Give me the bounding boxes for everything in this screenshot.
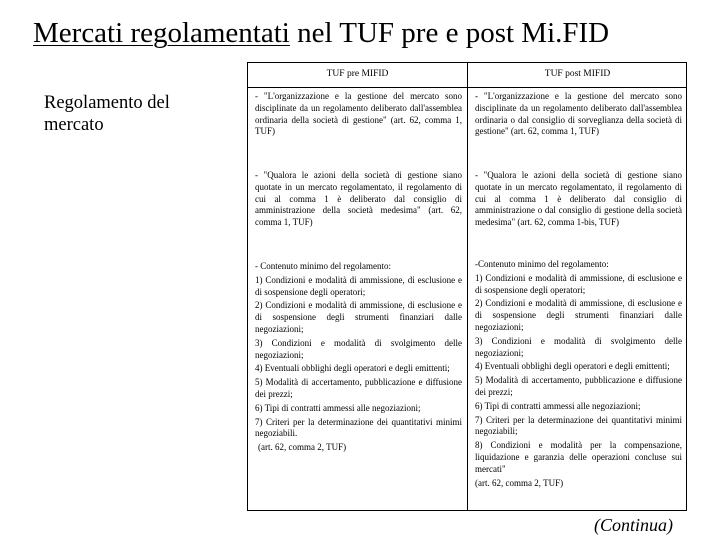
pre-list-item: 4) Eventuali obblighi degli operatori e degli emittenti; xyxy=(255,363,450,374)
post-cell-organizzazione: - "L'organizzazione e la gestione del mercato sono disciplinate da un regolamento deliberato dall'assemblea ordinaria o dal consiglio di sorveglianza della società di gestione" (art. 62, comma 1, TUF) xyxy=(475,91,682,137)
post-cell-quotazione: - "Qualora le azioni della società di gestione siano quotate in un mercato regolamentato, il regolamento di cui al comma 1 è deliberato dal consiglio di amministrazione o dal consiglio di gestione della società medesima" (art. 62, comma 1-bis, TUF) xyxy=(475,170,682,228)
column-divider xyxy=(467,63,468,510)
post-list-item: 2) Condizioni e modalità di ammissione, di esclusione e di sospensione degli strumenti finanziari dalle negoziazioni; xyxy=(475,298,682,332)
post-list-item: 4) Eventuali obblighi degli operatori e degli emittenti; xyxy=(475,361,670,372)
post-list-item: 5) Modalità di accertamento, pubblicazione e diffusione dei prezzi; xyxy=(475,375,682,397)
header-divider xyxy=(248,87,686,88)
row-label: Regolamento del mercato xyxy=(44,93,170,135)
pre-list-item: 5) Modalità di accertamento, pubblicazione e diffusione dei prezzi; xyxy=(255,377,462,399)
post-list-item: 6) Tipi di contratti ammessi alle negoziazioni; xyxy=(475,400,641,411)
continua-label: (Continua) xyxy=(594,515,673,535)
pre-list-item: 1) Condizioni e modalità di ammissione, di esclusione e di sospensione degli operatori; xyxy=(255,274,462,297)
post-cell-contenuto-minimo xyxy=(475,259,682,491)
pre-cell-contenuto-minimo xyxy=(255,261,462,456)
pre-list-heading: - Contenuto minimo del regolamento: xyxy=(255,261,391,271)
pre-list-item: 7) Criteri per la determinazione dei quantitativi minimi negoziabili. xyxy=(255,416,462,439)
column-header-post: TUF post MIFID xyxy=(544,69,611,79)
post-list-item: 8) Condizioni e modalità per la compensazione, liquidazione e garanzia delle operazioni concluse sui mercati" xyxy=(475,440,682,474)
post-list-heading: -Contenuto minimo del regolamento: xyxy=(475,259,609,269)
pre-list-item: 3) Condizioni e modalità di svolgimento delle negoziazioni; xyxy=(255,337,462,360)
pre-list-item: 2) Condizioni e modalità di ammissione, di esclusione e di sospensione degli strumenti finanziari dalle negoziazioni; xyxy=(255,300,462,334)
post-list-item: 7) Criteri per la determinazione dei quantitativi minimi negoziabili; xyxy=(475,414,682,437)
title-rest: nel TUF pre e post Mi.FID xyxy=(289,17,610,49)
post-list-item: 3) Condizioni e modalità di svolgimento delle negoziazioni; xyxy=(475,335,682,358)
post-list-item: 1) Condizioni e modalità di ammissione, di esclusione e di sospensione degli operatori; xyxy=(475,272,682,295)
pre-list-item: 6) Tipi di contratti ammessi alle negoziazioni; xyxy=(255,402,421,413)
pre-list-reference: (art. 62, comma 2, TUF) xyxy=(258,442,347,453)
pre-cell-quotazione: - "Qualora le azioni della società di gestione siano quotate in un mercato regolamentato, il regolamento di cui al comma 1 è deliberato dal consiglio di amministrazione della società medesima" (art. 62, comma 1, TUF) xyxy=(255,170,462,228)
post-list-reference: (art. 62, comma 2, TUF) xyxy=(475,477,564,488)
column-header-pre: TUF pre MIFID xyxy=(326,69,389,79)
slide-title xyxy=(33,14,713,52)
pre-cell-organizzazione: - "L'organizzazione e la gestione del mercato sono disciplinate da un regolamento deliberato dall'assemblea ordinaria della società di gestione" (art. 62, comma 1, TUF) xyxy=(255,91,462,137)
title-underlined: Mercati regolamentati xyxy=(33,17,290,49)
comparison-table xyxy=(247,62,687,511)
